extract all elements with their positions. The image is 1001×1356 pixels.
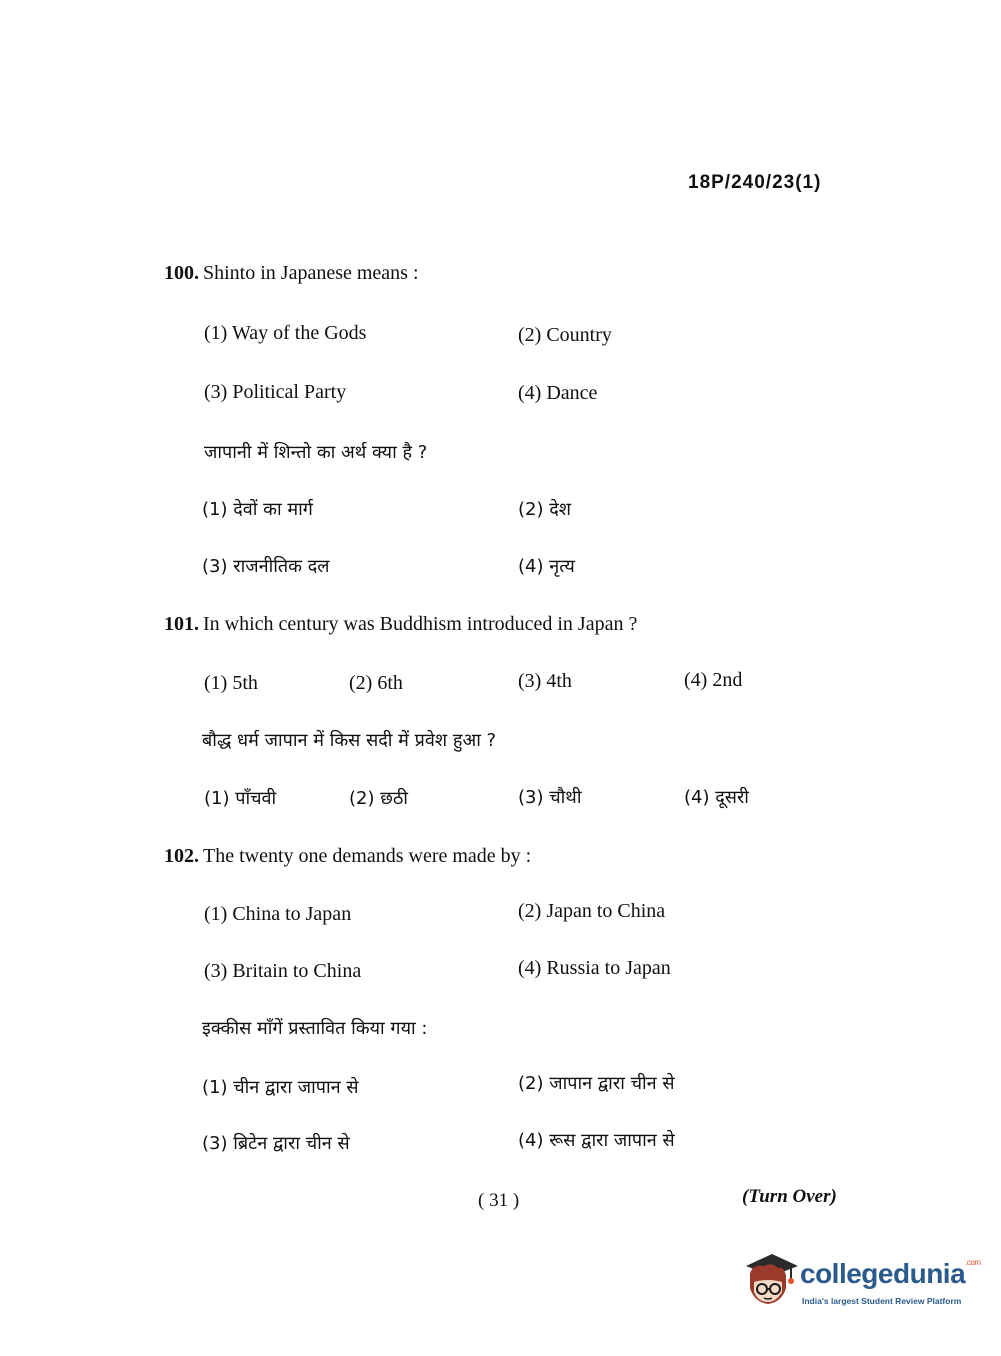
- option: (2) Japan to China: [518, 900, 666, 922]
- turn-over-note: (Turn Over): [742, 1186, 837, 1207]
- question-text: In which century was Buddhism introduced in Japan ?: [203, 613, 638, 635]
- question-hindi-text: इक्कीस माँगें प्रस्तावित किया गया :: [202, 1018, 428, 1039]
- option: (4) 2nd: [684, 669, 743, 691]
- option-hindi: (3) ब्रिटेन द्वारा चीन से: [202, 1133, 350, 1154]
- option-hindi: (1) देवों का मार्ग: [202, 499, 313, 520]
- question-hindi-text: बौद्ध धर्म जापान में किस सदी में प्रवेश हुआ ?: [202, 730, 497, 751]
- option: (1) China to Japan: [204, 903, 352, 925]
- option-hindi: (2) छठी: [349, 788, 408, 809]
- option-hindi: (3) राजनीतिक दल: [202, 556, 330, 577]
- question-101: [164, 613, 637, 636]
- option-hindi: (4) दूसरी: [684, 787, 749, 808]
- question-text: The twenty one demands were made by :: [203, 845, 532, 867]
- option: (4) Dance: [518, 382, 598, 404]
- logo-tagline: India's largest Student Review Platform: [802, 1296, 962, 1306]
- collegedunia-logo[interactable]: [742, 1252, 982, 1314]
- logo-name: collegedunia: [800, 1258, 966, 1289]
- graduate-mascot-icon: [742, 1252, 798, 1312]
- question-100: [164, 262, 419, 285]
- question-102: [164, 845, 531, 868]
- option: (2) Country: [518, 324, 612, 346]
- option: (1) Way of the Gods: [204, 322, 367, 344]
- option-hindi: (1) चीन द्वारा जापान से: [202, 1077, 359, 1098]
- option: (3) Political Party: [204, 381, 347, 403]
- option: (2) 6th: [349, 672, 403, 694]
- option-hindi: (2) देश: [518, 499, 572, 520]
- question-hindi-text: जापानी में शिन्तो का अर्थ क्या है ?: [204, 442, 428, 463]
- option-hindi: (1) पाँचवी: [204, 788, 277, 809]
- option: (3) Britain to China: [204, 960, 362, 982]
- option-hindi: (4) नृत्य: [518, 556, 575, 577]
- logo-suffix: .com: [965, 1258, 981, 1267]
- question-number: 100.: [164, 262, 199, 284]
- paper-code: 18P/240/23(1): [688, 172, 822, 193]
- question-number: 102.: [164, 845, 199, 867]
- option: (1) 5th: [204, 672, 258, 694]
- option-hindi: (4) रूस द्वारा जापान से: [518, 1130, 675, 1151]
- page-number: ( 31 ): [478, 1190, 520, 1211]
- question-number: 101.: [164, 613, 199, 635]
- logo-wordmark: [800, 1258, 981, 1290]
- question-text: Shinto in Japanese means :: [203, 262, 419, 284]
- option-hindi: (2) जापान द्वारा चीन से: [518, 1073, 675, 1094]
- option-hindi: (3) चौथी: [518, 787, 582, 808]
- option: (3) 4th: [518, 670, 572, 692]
- option: (4) Russia to Japan: [518, 957, 671, 979]
